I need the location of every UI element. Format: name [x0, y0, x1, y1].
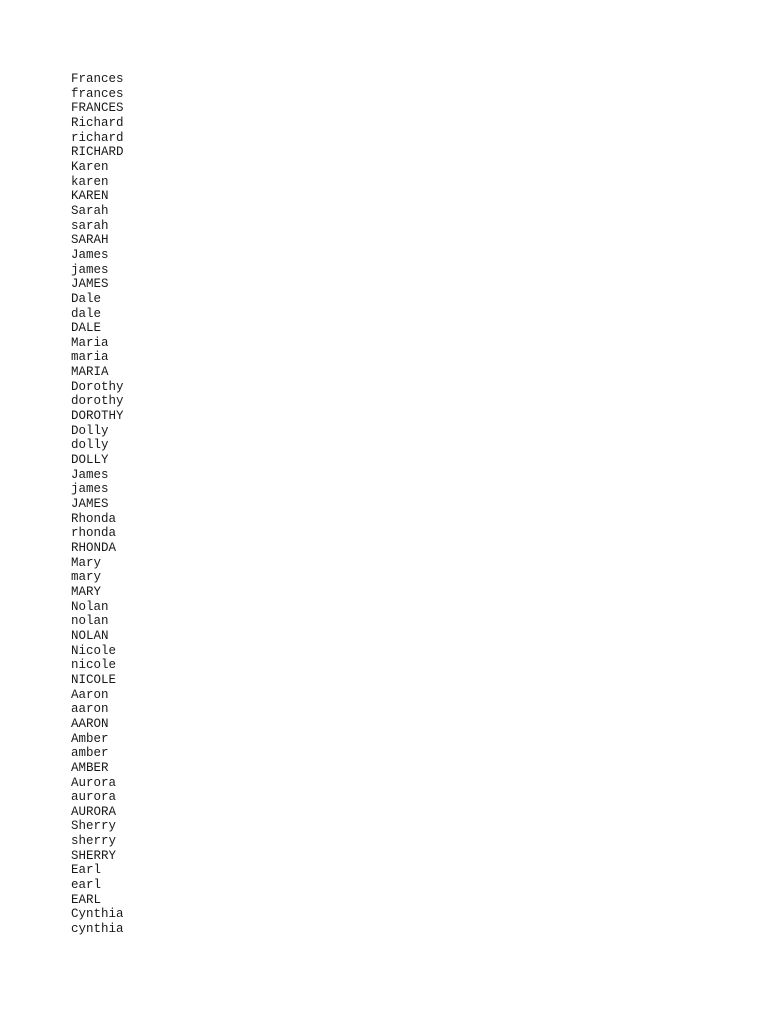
list-item: KAREN — [71, 189, 109, 204]
name-list — [71, 72, 124, 937]
list-item: Richard — [71, 115, 124, 130]
list-item: AARON — [71, 716, 109, 731]
list-item: Aurora — [71, 775, 117, 790]
list-item: Karen — [71, 159, 109, 174]
list-item: Earl — [71, 863, 102, 878]
list-item: RHONDA — [71, 541, 117, 555]
list-item: NOLAN — [71, 628, 109, 643]
list-item: Dorothy — [71, 379, 124, 394]
list-item: amber — [71, 746, 109, 761]
list-item: aurora — [71, 790, 117, 805]
list-item: Sarah — [71, 203, 109, 218]
list-item: Frances — [71, 72, 124, 86]
list-item: RICHARD — [71, 145, 124, 160]
list-item: karen — [71, 174, 109, 189]
list-item: JAMES — [71, 497, 109, 512]
list-item: AURORA — [71, 804, 117, 819]
list-item: Amber — [71, 731, 109, 746]
list-item: cynthia — [71, 922, 124, 937]
list-item: dorothy — [71, 394, 124, 409]
list-item: sherry — [71, 834, 117, 849]
list-item: mary — [71, 570, 102, 585]
list-item: SARAH — [71, 233, 109, 248]
list-item: sarah — [71, 218, 109, 233]
list-item: DOLLY — [71, 453, 109, 468]
list-item: DALE — [71, 321, 102, 336]
list-item: frances — [71, 86, 124, 101]
list-item: Nicole — [71, 643, 117, 658]
list-item: aaron — [71, 702, 109, 717]
list-item: SHERRY — [71, 848, 117, 863]
list-item: DOROTHY — [71, 409, 124, 424]
list-item: rhonda — [71, 526, 117, 541]
list-item: James — [71, 467, 109, 482]
list-item: james — [71, 482, 109, 497]
list-item: AMBER — [71, 760, 109, 775]
list-item: Dolly — [71, 423, 109, 438]
list-item: Sherry — [71, 819, 117, 834]
list-item: MARY — [71, 584, 102, 599]
list-item: Rhonda — [71, 511, 117, 526]
list-item: Mary — [71, 555, 102, 570]
list-item: richard — [71, 130, 124, 145]
list-item: FRANCES — [71, 101, 124, 116]
list-item: dale — [71, 306, 102, 321]
list-item: James — [71, 247, 109, 262]
list-item: Cynthia — [71, 907, 124, 922]
list-item: dolly — [71, 438, 109, 453]
list-item: earl — [71, 878, 102, 893]
list-item: Maria — [71, 335, 109, 350]
list-item: nicole — [71, 658, 117, 673]
list-item: JAMES — [71, 277, 109, 292]
list-item: nolan — [71, 614, 109, 629]
list-item: Dale — [71, 291, 102, 306]
list-item: maria — [71, 350, 109, 365]
list-item: Aaron — [71, 687, 109, 702]
list-item: james — [71, 262, 109, 277]
list-item: NICOLE — [71, 672, 117, 687]
list-item: EARL — [71, 892, 102, 907]
list-item: MARIA — [71, 365, 109, 380]
list-item: Nolan — [71, 599, 109, 614]
